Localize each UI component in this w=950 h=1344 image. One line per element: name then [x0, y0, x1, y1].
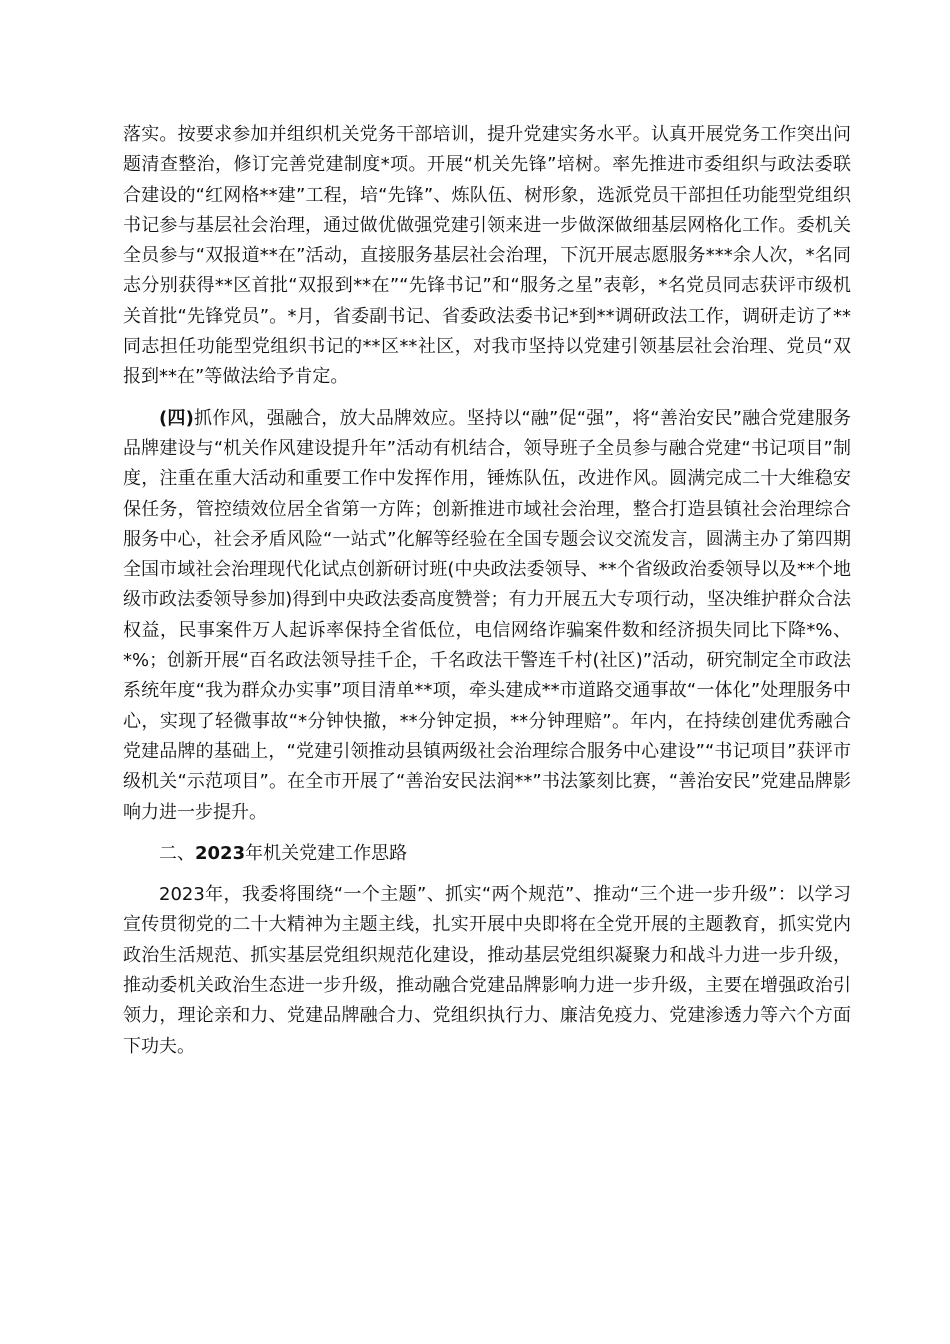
paragraph-heading-number: (四) — [159, 407, 194, 429]
paragraph-work-style — [123, 404, 851, 828]
paragraph-party-building-practice — [123, 120, 851, 393]
section-year: 2023 — [195, 842, 246, 864]
paragraph-text: 落实。按要求参加并组织机关党务干部培训，提升党建实务水平。认真开展党务工作突出问题清查整治，修订完善党建制度*项。开展“机关先锋”培树。率先推进市委组织与政法委联合建设的“红网格**建”工程，培“先锋”、炼队伍、树形象，选派党员干部担任功能型党组织书记参与基层社会治理，通过做优做强党建引领来进一步做深做细基层网格化工作。委机关全员参与“双报道**在”活动，直接服务基层社会治理，下沉开展志愿服务***余人次，*名同志分别获得**区首批“双报到**在”“先锋书记”和“服务之星”表彰，*名党员同志获评市级机关首批“先锋党员”。*月，省委副书记、省委政法委书记*到**调研政法工作，调研走访了**同志担任功能型党组织书记的**区**社区，对我市坚持以党建引领基层社会治理、党员“双报到**在”等做法给予肯定。 — [123, 124, 851, 388]
paragraph-text: 2023年，我委将围绕“一个主题”、抓实“两个规范”、推动“三个进一步升级”：以学习宣传贯彻党的二十大精神为主题主线，扎实开展中央即将在全党开展的主题教育，抓实党内政治生活规范、抓实基层党组织规范化建设，推动基层党组织凝聚力和战斗力进一步升级，推动委机关政治生态进一步升级，推动融合党建品牌影响力进一步升级，主要在增强政治引领力，理论亲和力、党建品牌融合力、党组织执行力、廉洁免疫力、党建渗透力等六个方面下功夫。 — [123, 884, 851, 1057]
paragraph-text: 抓作风，强融合，放大品牌效应。坚持以“融”促“强”，将“善治安民”融合党建服务品牌建设与“机关作风建设提升年”活动有机结合，领导班子全员参与融合党建“书记项目”制度，注重在重大活动和重要工作中发挥作用，锤炼队伍，改进作风。圆满完成二十大维稳安保任务，管控绩效位居全省第一方阵；创新推进市域社会治理，整合打造县镇社会治理综合服务中心，社会矛盾风险“一站式”化解等经验在全国专题会议交流发言，圆满主办了第四期全国市域社会治理现代化试点创新研讨班(中央政法委领导、**个省级政治委领导以及**个地级市政法委领导参加)得到中央政法委高度赞誉；有力开展五大专项行动，坚决维护群众合法权益，民事案件万人起诉率保持全省低位，电信网络诈骗案件数和经济损失同比下降*%、*%；创新开展“百名政法领导挂千企，千名政法干警连千村(社区)”活动，研究制定全市政法系统年度“我为群众办实事”项目清单**项，牵头建成**市道路交通事故“一体化”处理服务中心，实现了轻微事故“*分钟快撤，**分钟定损，**分钟理赔”。年内，在持续创建优秀融合党建品牌的基础上，“党建引领推动县镇两级社会治理综合服务中心建设”“书记项目”获评市级机关“示范项目”。在全市开展了“善治安民法润**”书法篆刻比赛，“善治安民”党建品牌影响力进一步提升。 — [123, 407, 851, 823]
document-body — [123, 120, 851, 1073]
paragraph-work-plan — [123, 880, 851, 1062]
section-heading — [123, 839, 851, 869]
section-title-text: 年机关党建工作思路 — [245, 842, 408, 864]
section-prefix: 二、 — [159, 842, 195, 864]
